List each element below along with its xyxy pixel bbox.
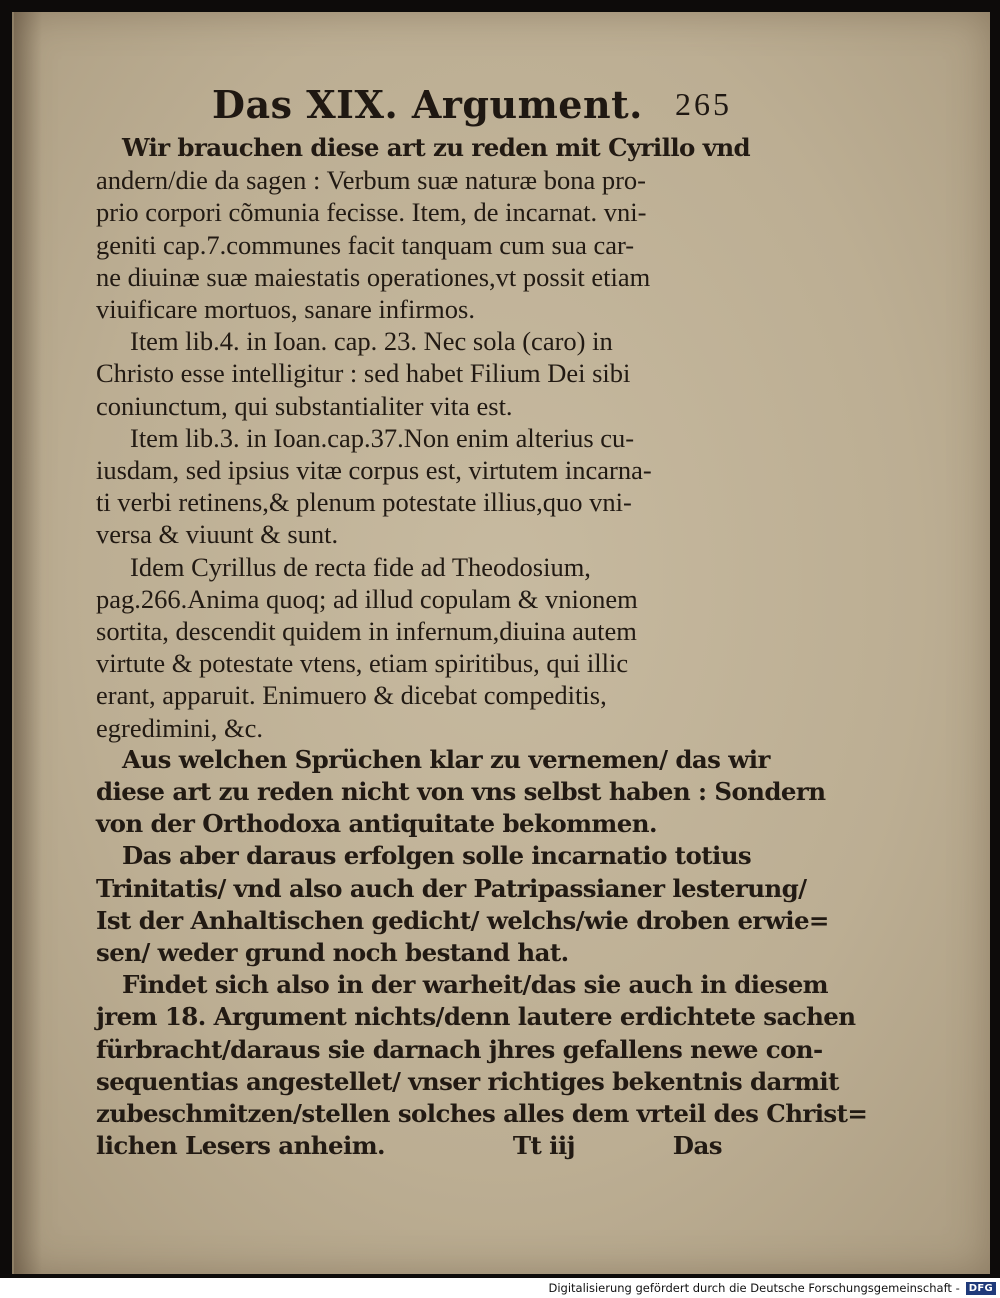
text-line: Christo esse intelligitur : sed habet Filium Dei sibi: [96, 358, 631, 389]
text-line: zubeschmitzen/stellen solches alles dem vrteil des Christ=: [96, 1099, 868, 1129]
page-header: [212, 82, 732, 134]
text-line: Item lib.4. in Ioan. cap. 23. Nec sola (caro) in: [130, 326, 613, 357]
running-head: Das XIX. Argument.: [212, 82, 643, 127]
text-line: ne diuinæ suæ maiestatis operationes,vt possit etiam: [96, 261, 651, 292]
text-line: egredimini, &c.: [96, 712, 264, 743]
text-line: Item lib.3. in Ioan.cap.37.Non enim alterius cu-: [130, 422, 635, 453]
text-line: Ist der Anhaltischen gedicht/ welchs/wie droben erwie=: [96, 905, 829, 935]
text-line: erant, apparuit. Enimuero & dicebat compeditis,: [96, 680, 607, 711]
text-line: virtute & potestate vtens, etiam spiritibus, qui illic: [96, 648, 629, 679]
digitization-credit: [548, 1278, 996, 1298]
text-line: Das aber daraus erfolgen solle incarnatio totius: [122, 841, 752, 871]
text-line: andern/die da sagen : Verbum suæ naturæ bona pro-: [96, 165, 646, 196]
text-line: Findet sich also in der warheit/das sie auch in diesem: [122, 970, 829, 1000]
text-line: fürbracht/daraus sie darnach jhres gefallens newe con-: [96, 1034, 823, 1064]
text-line: prio corpori cõmunia fecisse. Item, de incarnat. vni-: [96, 197, 647, 228]
text-line: von der Orthodoxa antiquitate bekommen.: [96, 809, 657, 839]
text-line: viuificare mortuos, sanare infirmos.: [96, 294, 475, 325]
text-line: pag.266.Anima quoq; ad illud copulam & vnionem: [96, 583, 638, 614]
text-line: sequentias angestellet/ vnser richtiges bekentnis darmit: [96, 1066, 839, 1096]
text-line: geniti cap.7.communes facit tanquam cum sua car-: [96, 229, 635, 260]
page-number: 265: [675, 86, 732, 122]
credit-text: Digitalisierung gefördert durch die Deutsche Forschungsgemeinschaft -: [548, 1281, 960, 1295]
text-line: Idem Cyrillus de recta fide ad Theodosium,: [130, 551, 591, 582]
text-line: Trinitatis/ vnd also auch der Patripassianer lesterung/: [96, 873, 807, 903]
text-line: jrem 18. Argument nichts/denn lautere erdichtete sachen: [96, 1002, 856, 1032]
dfg-logo-icon: DFG: [966, 1282, 996, 1295]
text-line: diese art zu reden nicht von vns selbst haben : Sondern: [96, 777, 826, 807]
text-line: iusdam, sed ipsius vitæ corpus est, virtutem incarna-: [96, 455, 652, 486]
text-line: Wir brauchen diese art zu reden mit Cyrillo vnd: [122, 133, 751, 162]
text-line: coniunctum, qui substantialiter vita est.: [96, 390, 513, 421]
body-text: [96, 132, 868, 1163]
last-line: [96, 1130, 722, 1162]
text-line: versa & viuunt & sunt.: [96, 519, 339, 550]
signature-mark: Tt iij: [512, 1131, 575, 1161]
catchword: Das: [672, 1131, 722, 1161]
text-line: sen/ weder grund noch bestand hat.: [96, 938, 569, 968]
text-line: ti verbi retinens,& plenum potestate illius,quo vni-: [96, 487, 632, 518]
text-line: sortita, descendit quidem in infernum,diuina autem: [96, 616, 637, 647]
text-line: Aus welchen Sprüchen klar zu vernemen/ das wir: [122, 744, 770, 774]
text-line: lichen Lesers anheim.: [96, 1131, 385, 1161]
